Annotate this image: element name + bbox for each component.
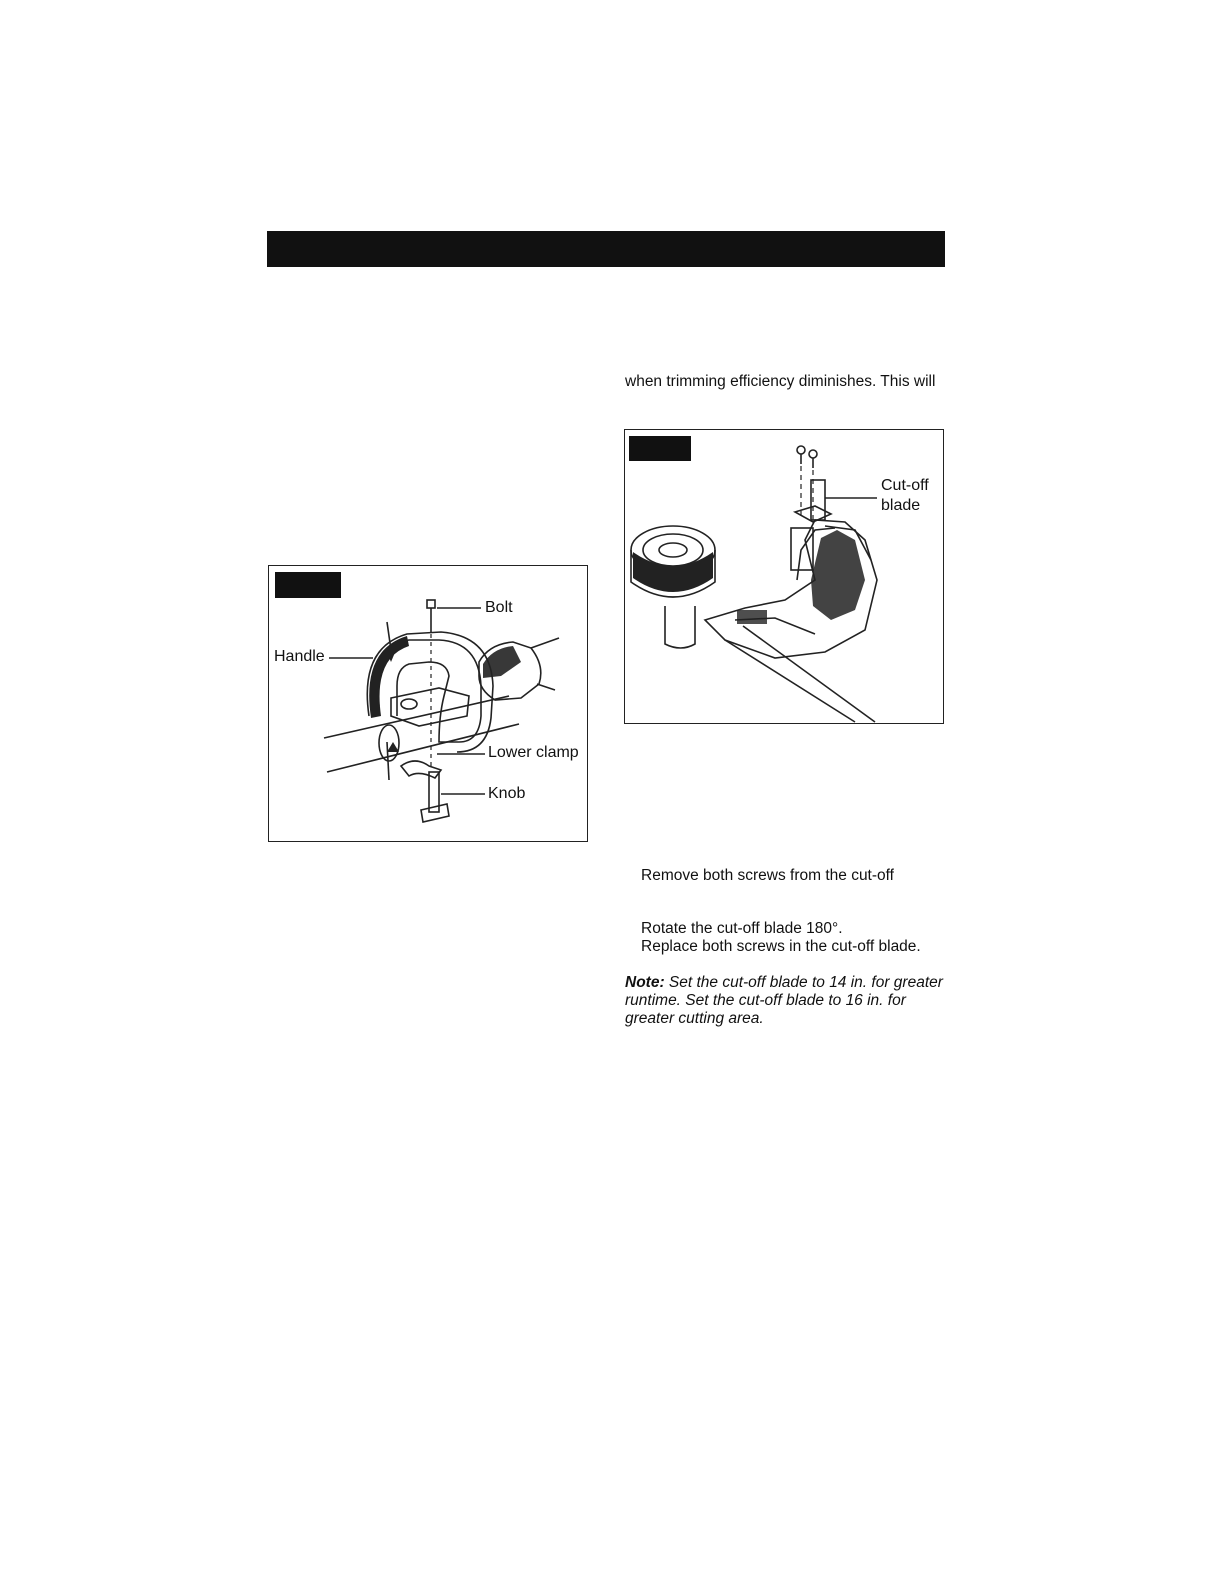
label-cut-off-blade: Cut-off blade [881,477,929,514]
label-handle: Handle [274,648,325,665]
handle-illustration [269,566,587,841]
step-remove-screws: Remove both screws from the cut-off [641,867,894,884]
note-text: Set the cut-off blade to 14 in. for greater runtime. Set the cut-off blade to 16 in. for greater cutting area. [625,974,943,1027]
section-header-bar [267,231,945,267]
note-label: Note: [625,974,665,991]
label-bolt: Bolt [485,599,513,616]
blade-illustration [625,430,943,723]
intro-line: when trimming efficiency diminishes. This will [625,373,936,390]
step-replace-screws: Replace both screws in the cut-off blade. [641,938,921,955]
figure-handle-assembly [268,565,588,842]
step-rotate-blade: Rotate the cut-off blade 180°. [641,920,843,937]
label-lower-clamp: Lower clamp [488,744,579,761]
note-block [625,974,955,1028]
label-knob: Knob [488,785,526,802]
figure-cut-off-blade [624,429,944,724]
